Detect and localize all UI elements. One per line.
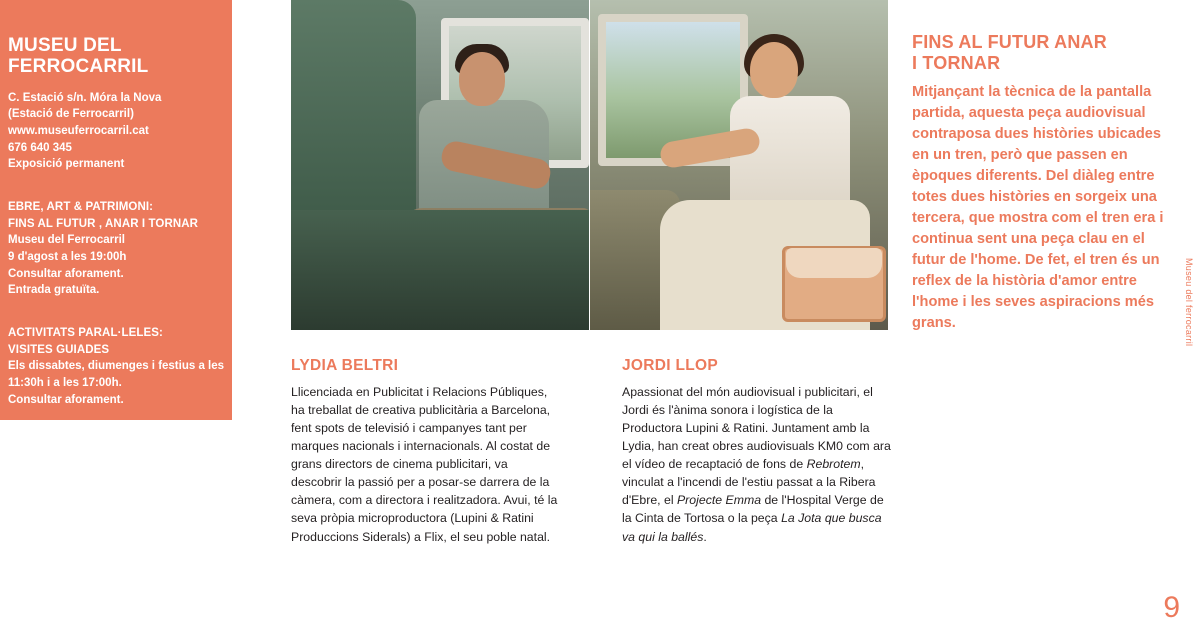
feature-title [912,32,1174,74]
event-details-block [8,199,210,299]
split-screen-divider [589,0,590,330]
feature-description [912,32,1174,334]
work-title-projecte-emma: Projecte Emma [676,493,762,508]
bio-name: JORDI LLOP [622,357,719,374]
museum-title [8,35,210,78]
bio-text [622,383,894,546]
bio-text: Llicenciada en Publicitat i Relacions Públiques, ha treballat de creativa publicitària a Barcelona, fent spots de televisió i campanyes tant per marques nacionals i internacionals. Al costat de grans directors de cinema publicitari, va descobrir la passió per a posar-se darrera de la càmera, com a directora i realitzadora. Avui, té la seva pròpia microproductora (Lupini & Ratini Produccions Siderals) a Flix, el seu poble natal. [291,385,558,544]
event-program-label: EBRE, ART & PATRIMONI: [8,200,154,213]
bio-text-part-4: . [703,529,707,544]
bio-lydia-beltri [291,357,559,546]
vertical-section-label: Museu del ferrocarril [1184,258,1194,347]
feature-title-line-1: FINS AL FUTUR ANAR [912,32,1107,52]
museum-website[interactable]: www.museuferrocarril.cat [8,124,149,137]
train-seat-green [291,0,416,230]
bio-name: LYDIA BELTRI [291,357,399,374]
handbag-flap [786,248,882,278]
woman-head [750,42,798,98]
film-still-right-half [590,0,888,330]
address-line: (Estació de Ferrocarril) [8,108,134,121]
bio-text-part-3: de l'Hospital Verge de la Cinta de Tortosa o la peça [622,493,884,526]
bio-jordi-llop [622,357,894,546]
event-entry-note: Entrada gratuïta. [8,284,100,297]
work-title-rebrotem: Rebrotem [806,457,861,472]
event-datetime: 9 d'agost a les 19:00h [8,250,127,263]
guided-visits-hours: 11:30h i a les 17:00h. [8,376,122,389]
museum-phone: 676 640 345 [8,141,72,154]
feature-title-line-2: I TORNAR [912,53,1001,74]
guided-visits-days: Els dissabtes, diumenges i festius a les [8,360,225,373]
activities-label: ACTIVITATS PARAL·LELES: [8,326,163,339]
museum-address-block [8,90,210,173]
museum-title-line-2: FERROCARRIL [8,56,149,78]
guided-visits-label: VISITES GUIADES [8,343,110,356]
event-title: FINS AL FUTUR , ANAR I TORNAR [8,217,199,230]
parallel-activities-block [8,325,225,408]
event-venue: Museu del Ferrocarril [8,234,125,247]
bio-text-part-2: , vinculat a l'incendi de l'estiu passat a la Ribera d'Ebre, el [622,457,876,508]
bio-text-part-1: Apassionat del món audiovisual i publicitari, el Jordi és l'ànima sonora i logística de la Productora Lupini & Ratini. Juntament amb la Lydia, han creat obres audiovisuals KM0 com ara el vídeo de recaptació de fons de [622,385,891,472]
train-seat-front [291,210,589,330]
guided-visits-capacity-note: Consultar aforament. [8,393,124,406]
split-screen-film-still [291,0,888,330]
exhibition-type: Exposició permanent [8,158,125,171]
museum-title-line-1: MUSEU DEL [8,35,122,56]
work-title-la-jota: La Jota que busca va qui la ballés [622,511,882,544]
museum-info-panel [0,0,232,420]
page-number: 9 [1163,591,1180,624]
feature-body-text: Mitjançant la tècnica de la pantalla partida, aquesta peça audiovisual contraposa dues històries ubicades en un tren, però que passen en èpoques diferents. Del diàleg entre totes dues històries en sorgeix una tercera, que mostra com el tren era i continua sent una peça clau en el futur de l'home. De fet, el tren és un reflex de la història d'amor entre l'home i les seves aspiracions més grans. [912,84,1164,332]
film-still-left-half [291,0,589,330]
man-head [459,52,505,106]
address-line: C. Estació s/n. Móra la Nova [8,91,162,104]
event-capacity-note: Consultar aforament. [8,267,124,280]
